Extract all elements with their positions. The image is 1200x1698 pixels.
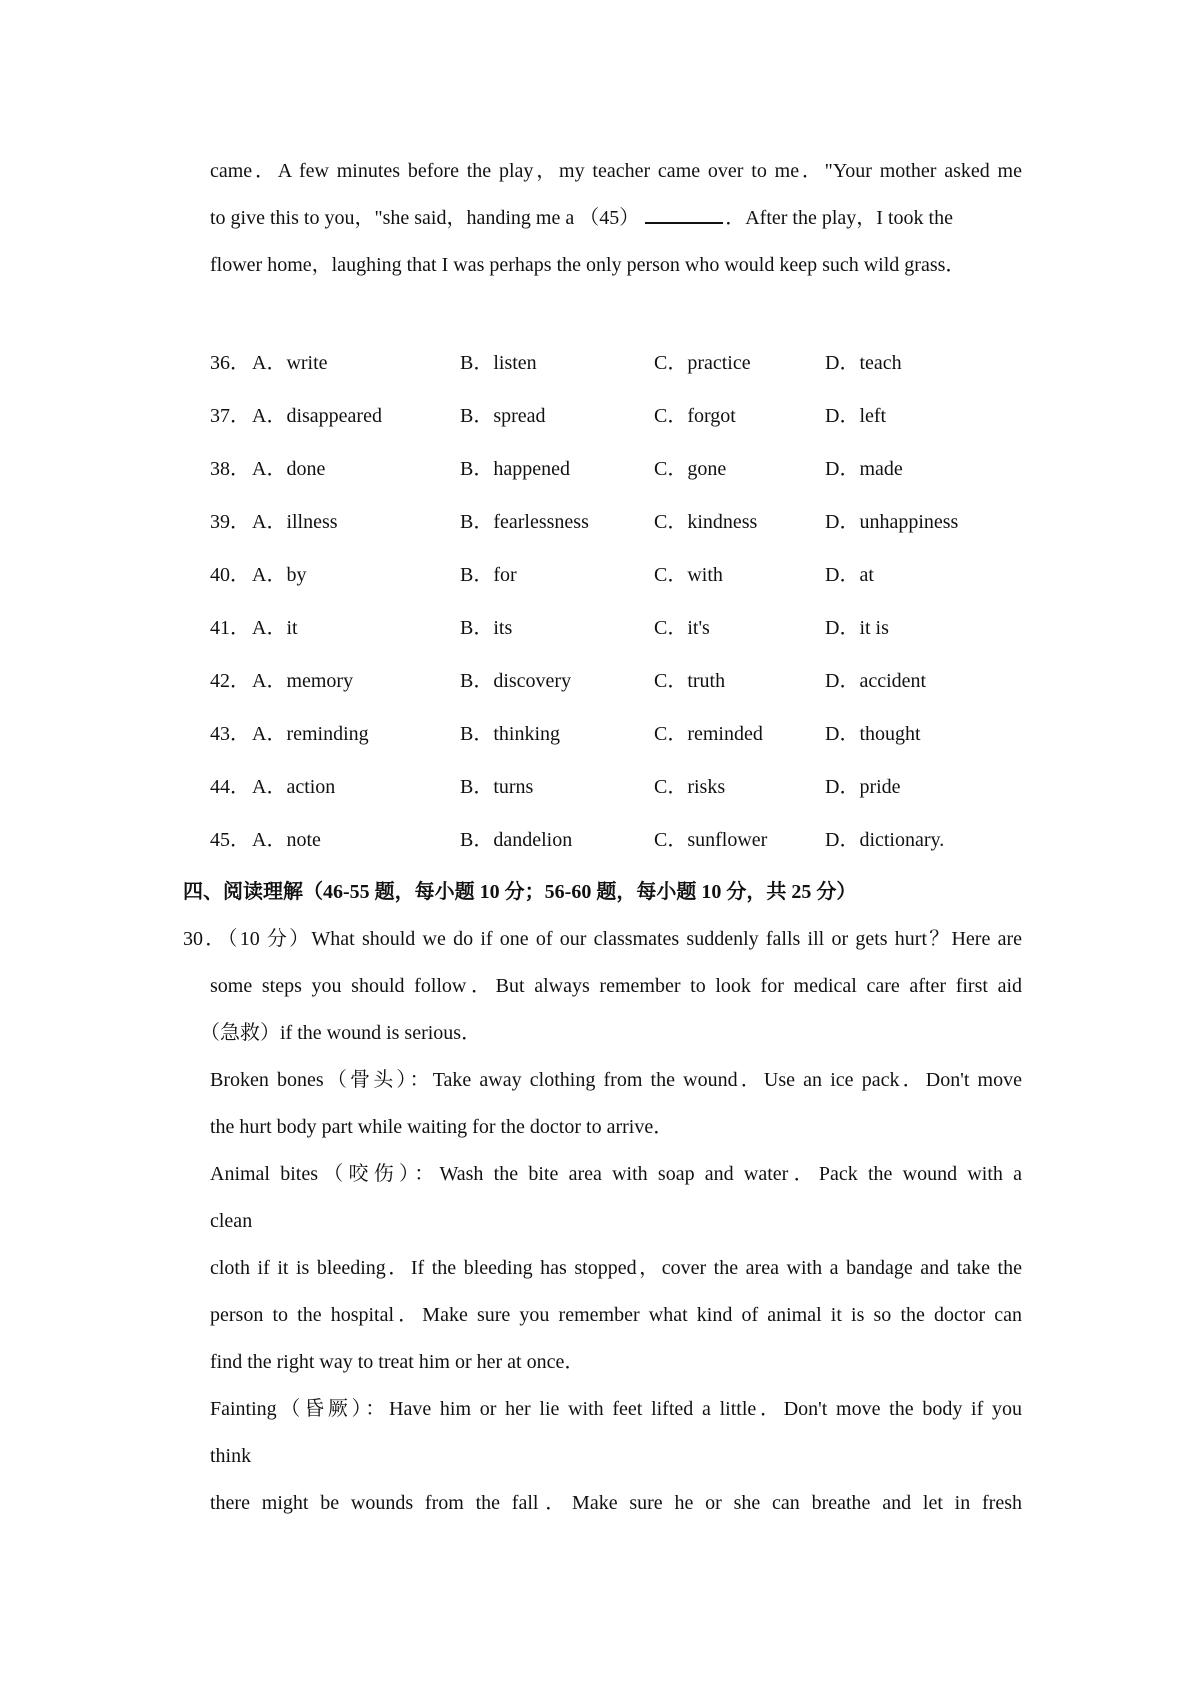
answer-blank <box>645 204 723 224</box>
option-b: B．listen <box>460 352 537 374</box>
passage-text: ．After the play，I took the <box>725 207 953 229</box>
reading-line: 30．（10 分）What should we do if one of our classmates suddenly falls ill or gets hurt？Here are <box>183 928 1022 950</box>
option-b: B．discovery <box>460 670 572 692</box>
section-heading: 四、阅读理解（46-55 题，每小题 10 分；56-60 题，每小题 10 分，共 25 分） <box>183 881 857 903</box>
reading-line: the hurt body part while waiting for the doctor to arrive． <box>210 1116 674 1138</box>
passage-line: flower home，laughing that I was perhaps the only person who would keep such wild grass． <box>210 254 966 276</box>
option-c: C．it's <box>654 617 710 639</box>
option-b: B．its <box>460 617 513 639</box>
option-a: A．note <box>252 829 321 851</box>
option-a: A．memory <box>252 670 354 692</box>
option-d: D．accident <box>825 670 927 692</box>
passage-line-with-blank <box>210 204 1022 232</box>
question-number: 45． <box>210 829 250 851</box>
reading-line: find the right way to treat him or her at once． <box>210 1351 585 1373</box>
reading-line: there might be wounds from the fall．Make sure he or she can breathe and let in fresh <box>210 1492 1022 1514</box>
question-number: 39． <box>210 511 250 533</box>
option-a: A．it <box>252 617 298 639</box>
option-row-39 <box>210 508 1010 536</box>
reading-line: some steps you should follow．But always remember to look for medical care after first aid <box>210 975 1022 997</box>
question-number: 44． <box>210 776 250 798</box>
option-a: A．action <box>252 776 336 798</box>
option-c: C．forgot <box>654 405 736 427</box>
option-row-45 <box>210 826 1010 854</box>
option-row-41 <box>210 614 1010 642</box>
option-row-42 <box>210 667 1010 695</box>
question-number: 36． <box>210 352 250 374</box>
reading-line: clean <box>210 1210 253 1232</box>
question-number: 37． <box>210 405 250 427</box>
option-c: C．truth <box>654 670 726 692</box>
question-number: 42． <box>210 670 250 692</box>
reading-line: （急救）if the wound is serious． <box>200 1022 482 1044</box>
question-number: 41． <box>210 617 250 639</box>
option-a: A．write <box>252 352 328 374</box>
reading-line: think <box>210 1445 252 1467</box>
option-c: C．gone <box>654 458 727 480</box>
reading-line: person to the hospital．Make sure you remember what kind of animal it is so the doctor can <box>210 1304 1022 1326</box>
option-row-44 <box>210 773 1010 801</box>
option-b: B．turns <box>460 776 534 798</box>
option-d: D．at <box>825 564 874 586</box>
option-d: D．teach <box>825 352 902 374</box>
option-a: A．done <box>252 458 326 480</box>
question-number: 38． <box>210 458 250 480</box>
option-c: C．with <box>654 564 723 586</box>
option-row-37 <box>210 402 1010 430</box>
option-d: D．it is <box>825 617 889 639</box>
question-number: 43． <box>210 723 250 745</box>
passage-text: to give this to you，"she said，handing me a （45） <box>210 207 640 229</box>
option-a: A．illness <box>252 511 338 533</box>
option-row-40 <box>210 561 1010 589</box>
passage-line: came．A few minutes before the play，my teacher came over to me．"Your mother asked me <box>210 160 1022 182</box>
option-d: D．pride <box>825 776 901 798</box>
option-d: D．unhappiness <box>825 511 959 533</box>
option-c: C．practice <box>654 352 751 374</box>
question-number: 40． <box>210 564 250 586</box>
reading-line: Broken bones（骨头）：Take away clothing from the wound．Use an ice pack．Don't move <box>210 1069 1022 1091</box>
option-c: C．sunflower <box>654 829 768 851</box>
option-row-36 <box>210 349 1010 377</box>
option-c: C．reminded <box>654 723 763 745</box>
option-a: A．disappeared <box>252 405 382 427</box>
option-b: B．fearlessness <box>460 511 589 533</box>
option-b: B．for <box>460 564 517 586</box>
reading-line: Animal bites（咬伤）：Wash the bite area with soap and water．Pack the wound with a <box>210 1163 1022 1185</box>
option-d: D．thought <box>825 723 921 745</box>
option-b: B．spread <box>460 405 546 427</box>
option-d: D．left <box>825 405 887 427</box>
option-row-43 <box>210 720 1010 748</box>
option-d: D．dictionary. <box>825 829 945 851</box>
option-d: D．made <box>825 458 903 480</box>
option-row-38 <box>210 455 1010 483</box>
option-b: B．happened <box>460 458 570 480</box>
option-a: A．reminding <box>252 723 369 745</box>
option-a: A．by <box>252 564 307 586</box>
option-c: C．kindness <box>654 511 758 533</box>
option-c: C．risks <box>654 776 726 798</box>
reading-line: Fainting（昏厥）：Have him or her lie with feet lifted a little．Don't move the body if you <box>210 1398 1022 1420</box>
reading-line: cloth if it is bleeding．If the bleeding has stopped，cover the area with a bandage and take the <box>210 1257 1022 1279</box>
option-b: B．dandelion <box>460 829 573 851</box>
option-b: B．thinking <box>460 723 561 745</box>
